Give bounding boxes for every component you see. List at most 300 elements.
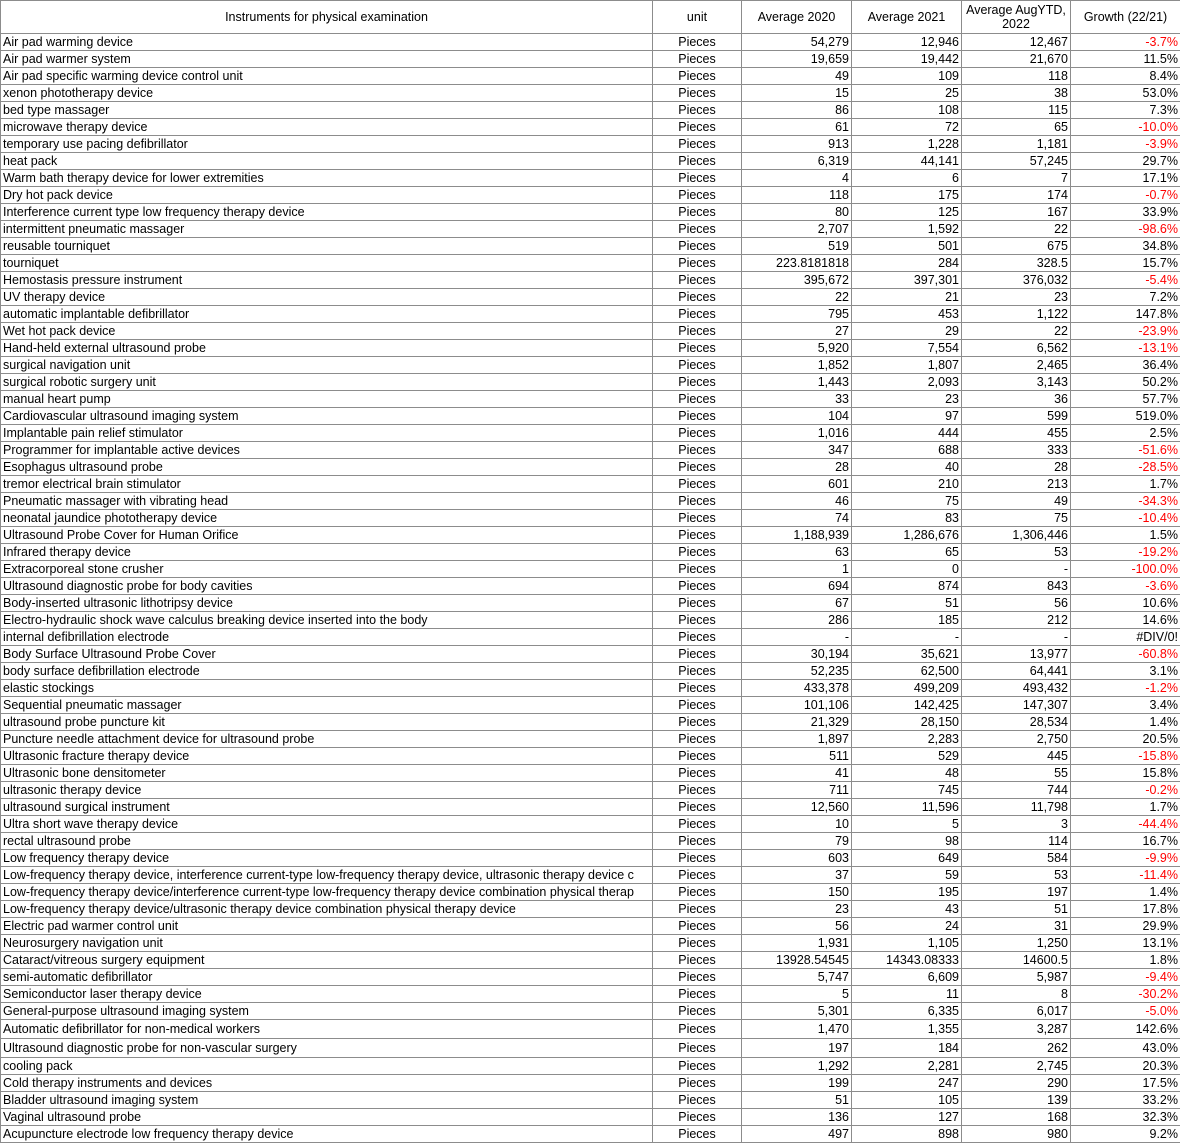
row-avg-2022: 197 — [962, 884, 1071, 901]
table-row — [1, 221, 1180, 238]
row-avg-2022: 28,534 — [962, 714, 1071, 731]
row-avg-2020: 86 — [742, 102, 852, 119]
row-avg-2022: 114 — [962, 833, 1071, 850]
row-avg-2020: 4 — [742, 170, 852, 187]
row-growth: -13.1% — [1071, 340, 1180, 357]
row-name: temporary use pacing defibrillator — [1, 136, 653, 153]
row-name: semi-automatic defibrillator — [1, 969, 653, 986]
row-avg-2022: 38 — [962, 85, 1071, 102]
row-avg-2021: 0 — [852, 561, 962, 578]
row-growth: 15.7% — [1071, 255, 1180, 272]
row-name: Pneumatic massager with vibrating head — [1, 493, 653, 510]
table-row — [1, 272, 1180, 289]
table-row — [1, 238, 1180, 255]
row-avg-2020: 118 — [742, 187, 852, 204]
row-growth: 2.5% — [1071, 425, 1180, 442]
table-row — [1, 935, 1180, 952]
row-growth: -23.9% — [1071, 323, 1180, 340]
row-avg-2021: 210 — [852, 476, 962, 493]
row-avg-2021: 28,150 — [852, 714, 962, 731]
row-growth: -0.7% — [1071, 187, 1180, 204]
row-avg-2020: 74 — [742, 510, 852, 527]
row-avg-2020: 52,235 — [742, 663, 852, 680]
row-avg-2022: 53 — [962, 867, 1071, 884]
row-name: tourniquet — [1, 255, 653, 272]
table-row — [1, 374, 1180, 391]
row-avg-2022: 56 — [962, 595, 1071, 612]
row-avg-2020: 601 — [742, 476, 852, 493]
row-name: Low-frequency therapy device/ultrasonic therapy device combination physical therapy device — [1, 901, 653, 918]
table-row — [1, 136, 1180, 153]
table-row — [1, 1039, 1180, 1058]
row-name: Semiconductor laser therapy device — [1, 986, 653, 1003]
table-row — [1, 34, 1180, 51]
row-growth: 13.1% — [1071, 935, 1180, 952]
row-unit: Pieces — [653, 544, 742, 561]
row-growth: -0.2% — [1071, 782, 1180, 799]
row-avg-2022: 115 — [962, 102, 1071, 119]
row-avg-2022: 21,670 — [962, 51, 1071, 68]
row-name: internal defibrillation electrode — [1, 629, 653, 646]
row-name: rectal ultrasound probe — [1, 833, 653, 850]
row-name: Body-inserted ultrasonic lithotripsy device — [1, 595, 653, 612]
row-name: Body Surface Ultrasound Probe Cover — [1, 646, 653, 663]
row-avg-2020: 46 — [742, 493, 852, 510]
row-avg-2021: 72 — [852, 119, 962, 136]
row-name: Hand-held external ultrasound probe — [1, 340, 653, 357]
row-avg-2020: 19,659 — [742, 51, 852, 68]
table-row — [1, 1092, 1180, 1109]
table-row — [1, 323, 1180, 340]
row-avg-2022: 49 — [962, 493, 1071, 510]
row-unit: Pieces — [653, 612, 742, 629]
row-name: Interference current type low frequency therapy device — [1, 204, 653, 221]
row-avg-2020: 104 — [742, 408, 852, 425]
row-avg-2021: 11 — [852, 986, 962, 1003]
table-row — [1, 680, 1180, 697]
row-avg-2020: 150 — [742, 884, 852, 901]
row-avg-2020: 63 — [742, 544, 852, 561]
row-avg-2020: 1,931 — [742, 935, 852, 952]
row-name: ultrasound probe puncture kit — [1, 714, 653, 731]
row-avg-2021: - — [852, 629, 962, 646]
row-avg-2022: 12,467 — [962, 34, 1071, 51]
row-unit: Pieces — [653, 136, 742, 153]
row-unit: Pieces — [653, 221, 742, 238]
row-avg-2022: 22 — [962, 323, 1071, 340]
row-unit: Pieces — [653, 561, 742, 578]
row-avg-2022: 1,250 — [962, 935, 1071, 952]
table-row — [1, 153, 1180, 170]
row-growth: -1.2% — [1071, 680, 1180, 697]
row-avg-2020: 56 — [742, 918, 852, 935]
row-avg-2021: 745 — [852, 782, 962, 799]
table-row — [1, 595, 1180, 612]
row-name: Ultra short wave therapy device — [1, 816, 653, 833]
row-avg-2020: 5,920 — [742, 340, 852, 357]
row-name: Ultrasonic bone densitometer — [1, 765, 653, 782]
row-unit: Pieces — [653, 527, 742, 544]
row-unit: Pieces — [653, 68, 742, 85]
row-avg-2020: 13928.54545 — [742, 952, 852, 969]
row-avg-2021: 1,807 — [852, 357, 962, 374]
row-avg-2020: 913 — [742, 136, 852, 153]
table-row — [1, 799, 1180, 816]
row-growth: 1.4% — [1071, 714, 1180, 731]
row-name: Electro-hydraulic shock wave calculus breaking device inserted into the body — [1, 612, 653, 629]
header-name: Instruments for physical examination — [1, 1, 653, 34]
row-growth: 20.5% — [1071, 731, 1180, 748]
row-avg-2020: 1,443 — [742, 374, 852, 391]
header-growth: Growth (22/21) — [1071, 1, 1180, 34]
row-unit: Pieces — [653, 918, 742, 935]
row-avg-2021: 1,592 — [852, 221, 962, 238]
row-avg-2022: 212 — [962, 612, 1071, 629]
row-avg-2021: 35,621 — [852, 646, 962, 663]
table-row — [1, 476, 1180, 493]
row-unit: Pieces — [653, 578, 742, 595]
table-row — [1, 833, 1180, 850]
row-avg-2021: 529 — [852, 748, 962, 765]
row-avg-2022: 3,287 — [962, 1020, 1071, 1039]
row-avg-2021: 184 — [852, 1039, 962, 1058]
row-avg-2021: 5 — [852, 816, 962, 833]
row-name: Low-frequency therapy device/interference current-type low-frequency therapy device combination physical therap — [1, 884, 653, 901]
row-avg-2022: 333 — [962, 442, 1071, 459]
table-row — [1, 952, 1180, 969]
row-avg-2020: 433,378 — [742, 680, 852, 697]
row-avg-2022: 64,441 — [962, 663, 1071, 680]
row-unit: Pieces — [653, 408, 742, 425]
row-avg-2020: 223.8181818 — [742, 255, 852, 272]
table-row — [1, 102, 1180, 119]
row-avg-2022: 22 — [962, 221, 1071, 238]
row-growth: 17.8% — [1071, 901, 1180, 918]
row-avg-2022: 139 — [962, 1092, 1071, 1109]
table-row — [1, 731, 1180, 748]
table-row — [1, 1020, 1180, 1039]
row-avg-2022: 262 — [962, 1039, 1071, 1058]
row-growth: 9.2% — [1071, 1126, 1180, 1143]
row-name: Air pad specific warming device control unit — [1, 68, 653, 85]
row-unit: Pieces — [653, 969, 742, 986]
row-unit: Pieces — [653, 391, 742, 408]
row-avg-2021: 51 — [852, 595, 962, 612]
row-growth: 33.2% — [1071, 1092, 1180, 1109]
table-row — [1, 442, 1180, 459]
row-growth: 11.5% — [1071, 51, 1180, 68]
row-unit: Pieces — [653, 272, 742, 289]
row-avg-2022: 11,798 — [962, 799, 1071, 816]
row-unit: Pieces — [653, 357, 742, 374]
row-avg-2021: 24 — [852, 918, 962, 935]
header-avg-2022: Average AugYTD, 2022 — [962, 1, 1071, 34]
row-growth: -60.8% — [1071, 646, 1180, 663]
table-row — [1, 1109, 1180, 1126]
row-unit: Pieces — [653, 238, 742, 255]
table-row — [1, 1075, 1180, 1092]
row-unit: Pieces — [653, 867, 742, 884]
row-avg-2022: 8 — [962, 986, 1071, 1003]
row-name: Vaginal ultrasound probe — [1, 1109, 653, 1126]
row-growth: 1.8% — [1071, 952, 1180, 969]
table-row — [1, 170, 1180, 187]
row-unit: Pieces — [653, 102, 742, 119]
row-growth: -100.0% — [1071, 561, 1180, 578]
row-avg-2022: 53 — [962, 544, 1071, 561]
table-row — [1, 357, 1180, 374]
row-name: Infrared therapy device — [1, 544, 653, 561]
row-unit: Pieces — [653, 799, 742, 816]
row-avg-2020: 5,747 — [742, 969, 852, 986]
row-name: Sequential pneumatic massager — [1, 697, 653, 714]
table-row — [1, 340, 1180, 357]
row-growth: 1.4% — [1071, 884, 1180, 901]
table-row — [1, 493, 1180, 510]
table-row — [1, 527, 1180, 544]
row-growth: 3.1% — [1071, 663, 1180, 680]
row-avg-2020: 80 — [742, 204, 852, 221]
row-avg-2022: 5,987 — [962, 969, 1071, 986]
row-avg-2022: 3,143 — [962, 374, 1071, 391]
row-avg-2021: 83 — [852, 510, 962, 527]
row-growth: 53.0% — [1071, 85, 1180, 102]
row-avg-2021: 29 — [852, 323, 962, 340]
table-row — [1, 748, 1180, 765]
table-row — [1, 68, 1180, 85]
row-name: ultrasound surgical instrument — [1, 799, 653, 816]
row-growth: 57.7% — [1071, 391, 1180, 408]
row-avg-2022: 1,122 — [962, 306, 1071, 323]
row-unit: Pieces — [653, 714, 742, 731]
row-unit: Pieces — [653, 85, 742, 102]
row-avg-2021: 44,141 — [852, 153, 962, 170]
row-growth: 8.4% — [1071, 68, 1180, 85]
table-row — [1, 884, 1180, 901]
row-unit: Pieces — [653, 935, 742, 952]
row-avg-2021: 1,355 — [852, 1020, 962, 1039]
row-avg-2022: 584 — [962, 850, 1071, 867]
row-unit: Pieces — [653, 493, 742, 510]
row-growth: -11.4% — [1071, 867, 1180, 884]
row-unit: Pieces — [653, 952, 742, 969]
row-growth: 1.7% — [1071, 799, 1180, 816]
row-avg-2022: 1,181 — [962, 136, 1071, 153]
row-avg-2021: 142,425 — [852, 697, 962, 714]
row-growth: -98.6% — [1071, 221, 1180, 238]
row-growth: -44.4% — [1071, 816, 1180, 833]
row-avg-2021: 6,335 — [852, 1003, 962, 1020]
row-unit: Pieces — [653, 833, 742, 850]
row-avg-2021: 874 — [852, 578, 962, 595]
row-name: Programmer for implantable active devices — [1, 442, 653, 459]
row-avg-2022: 168 — [962, 1109, 1071, 1126]
row-avg-2020: 694 — [742, 578, 852, 595]
row-unit: Pieces — [653, 425, 742, 442]
table-row — [1, 1126, 1180, 1143]
table-row — [1, 714, 1180, 731]
row-avg-2022: 23 — [962, 289, 1071, 306]
row-growth: 142.6% — [1071, 1020, 1180, 1039]
table-row — [1, 255, 1180, 272]
row-unit: Pieces — [653, 510, 742, 527]
row-avg-2021: 185 — [852, 612, 962, 629]
table-row — [1, 408, 1180, 425]
row-avg-2022: 65 — [962, 119, 1071, 136]
row-avg-2020: 41 — [742, 765, 852, 782]
row-growth: -28.5% — [1071, 459, 1180, 476]
row-growth: 43.0% — [1071, 1039, 1180, 1058]
row-growth: -5.0% — [1071, 1003, 1180, 1020]
row-growth: 36.4% — [1071, 357, 1180, 374]
row-unit: Pieces — [653, 1109, 742, 1126]
table-row — [1, 816, 1180, 833]
row-unit: Pieces — [653, 1075, 742, 1092]
row-avg-2021: 1,286,676 — [852, 527, 962, 544]
row-avg-2022: 328.5 — [962, 255, 1071, 272]
row-avg-2021: 397,301 — [852, 272, 962, 289]
row-avg-2022: 455 — [962, 425, 1071, 442]
header-avg-2020: Average 2020 — [742, 1, 852, 34]
row-avg-2020: 22 — [742, 289, 852, 306]
table-row — [1, 306, 1180, 323]
row-avg-2020: 21,329 — [742, 714, 852, 731]
row-avg-2020: 33 — [742, 391, 852, 408]
row-name: xenon phototherapy device — [1, 85, 653, 102]
row-avg-2021: 97 — [852, 408, 962, 425]
row-growth: 1.7% — [1071, 476, 1180, 493]
row-unit: Pieces — [653, 289, 742, 306]
row-avg-2022: 1,306,446 — [962, 527, 1071, 544]
row-name: UV therapy device — [1, 289, 653, 306]
row-avg-2020: 1,188,939 — [742, 527, 852, 544]
row-avg-2020: 603 — [742, 850, 852, 867]
row-avg-2021: 11,596 — [852, 799, 962, 816]
row-unit: Pieces — [653, 1058, 742, 1075]
row-avg-2021: 1,105 — [852, 935, 962, 952]
row-avg-2022: 2,750 — [962, 731, 1071, 748]
row-name: Esophagus ultrasound probe — [1, 459, 653, 476]
row-name: Acupuncture electrode low frequency therapy device — [1, 1126, 653, 1143]
row-unit: Pieces — [653, 680, 742, 697]
row-avg-2021: 65 — [852, 544, 962, 561]
row-avg-2020: 54,279 — [742, 34, 852, 51]
row-avg-2022: 14600.5 — [962, 952, 1071, 969]
row-growth: 16.7% — [1071, 833, 1180, 850]
row-unit: Pieces — [653, 374, 742, 391]
row-avg-2020: 15 — [742, 85, 852, 102]
row-unit: Pieces — [653, 306, 742, 323]
row-name: Ultrasound diagnostic probe for non-vascular surgery — [1, 1039, 653, 1058]
row-growth: -10.0% — [1071, 119, 1180, 136]
row-name: bed type massager — [1, 102, 653, 119]
row-name: Air pad warmer system — [1, 51, 653, 68]
row-avg-2020: - — [742, 629, 852, 646]
row-growth: 1.5% — [1071, 527, 1180, 544]
row-unit: Pieces — [653, 323, 742, 340]
row-avg-2021: 23 — [852, 391, 962, 408]
table-row — [1, 425, 1180, 442]
table-row — [1, 187, 1180, 204]
row-avg-2021: 127 — [852, 1109, 962, 1126]
row-avg-2022: 599 — [962, 408, 1071, 425]
table-row — [1, 204, 1180, 221]
row-avg-2021: 247 — [852, 1075, 962, 1092]
table-row — [1, 850, 1180, 867]
row-unit: Pieces — [653, 697, 742, 714]
row-unit: Pieces — [653, 595, 742, 612]
row-avg-2022: 980 — [962, 1126, 1071, 1143]
row-avg-2020: 27 — [742, 323, 852, 340]
row-avg-2022: - — [962, 629, 1071, 646]
row-avg-2021: 2,093 — [852, 374, 962, 391]
row-name: tremor electrical brain stimulator — [1, 476, 653, 493]
row-name: Air pad warming device — [1, 34, 653, 51]
row-unit: Pieces — [653, 731, 742, 748]
row-name: neonatal jaundice phototherapy device — [1, 510, 653, 527]
row-name: Extracorporeal stone crusher — [1, 561, 653, 578]
row-unit: Pieces — [653, 884, 742, 901]
row-avg-2021: 6,609 — [852, 969, 962, 986]
table-row — [1, 51, 1180, 68]
row-avg-2020: 1 — [742, 561, 852, 578]
row-avg-2021: 19,442 — [852, 51, 962, 68]
row-avg-2022: 147,307 — [962, 697, 1071, 714]
row-growth: -15.8% — [1071, 748, 1180, 765]
row-name: General-purpose ultrasound imaging system — [1, 1003, 653, 1020]
row-avg-2021: 109 — [852, 68, 962, 85]
row-name: Ultrasound diagnostic probe for body cavities — [1, 578, 653, 595]
row-unit: Pieces — [653, 901, 742, 918]
row-name: Puncture needle attachment device for ultrasound probe — [1, 731, 653, 748]
row-growth: 32.3% — [1071, 1109, 1180, 1126]
row-avg-2021: 40 — [852, 459, 962, 476]
row-growth: -51.6% — [1071, 442, 1180, 459]
table-row — [1, 969, 1180, 986]
row-unit: Pieces — [653, 629, 742, 646]
row-avg-2020: 101,106 — [742, 697, 852, 714]
row-name: Cold therapy instruments and devices — [1, 1075, 653, 1092]
row-avg-2020: 51 — [742, 1092, 852, 1109]
row-avg-2020: 61 — [742, 119, 852, 136]
row-growth: -3.9% — [1071, 136, 1180, 153]
row-avg-2022: 13,977 — [962, 646, 1071, 663]
row-avg-2020: 1,852 — [742, 357, 852, 374]
row-avg-2022: 118 — [962, 68, 1071, 85]
row-avg-2020: 511 — [742, 748, 852, 765]
row-avg-2022: 28 — [962, 459, 1071, 476]
row-unit: Pieces — [653, 255, 742, 272]
row-avg-2021: 59 — [852, 867, 962, 884]
row-avg-2022: 3 — [962, 816, 1071, 833]
row-avg-2022: 6,017 — [962, 1003, 1071, 1020]
row-avg-2021: 98 — [852, 833, 962, 850]
row-avg-2022: 843 — [962, 578, 1071, 595]
header-unit: unit — [653, 1, 742, 34]
row-avg-2020: 1,016 — [742, 425, 852, 442]
row-name: Low-frequency therapy device, interference current-type low-frequency therapy device, ultrasonic therapy device c — [1, 867, 653, 884]
row-growth: 3.4% — [1071, 697, 1180, 714]
row-growth: 14.6% — [1071, 612, 1180, 629]
row-growth: 17.1% — [1071, 170, 1180, 187]
row-growth: 33.9% — [1071, 204, 1180, 221]
row-avg-2021: 175 — [852, 187, 962, 204]
row-unit: Pieces — [653, 340, 742, 357]
row-avg-2021: 195 — [852, 884, 962, 901]
row-avg-2022: 31 — [962, 918, 1071, 935]
row-avg-2020: 5,301 — [742, 1003, 852, 1020]
row-unit: Pieces — [653, 1003, 742, 1020]
